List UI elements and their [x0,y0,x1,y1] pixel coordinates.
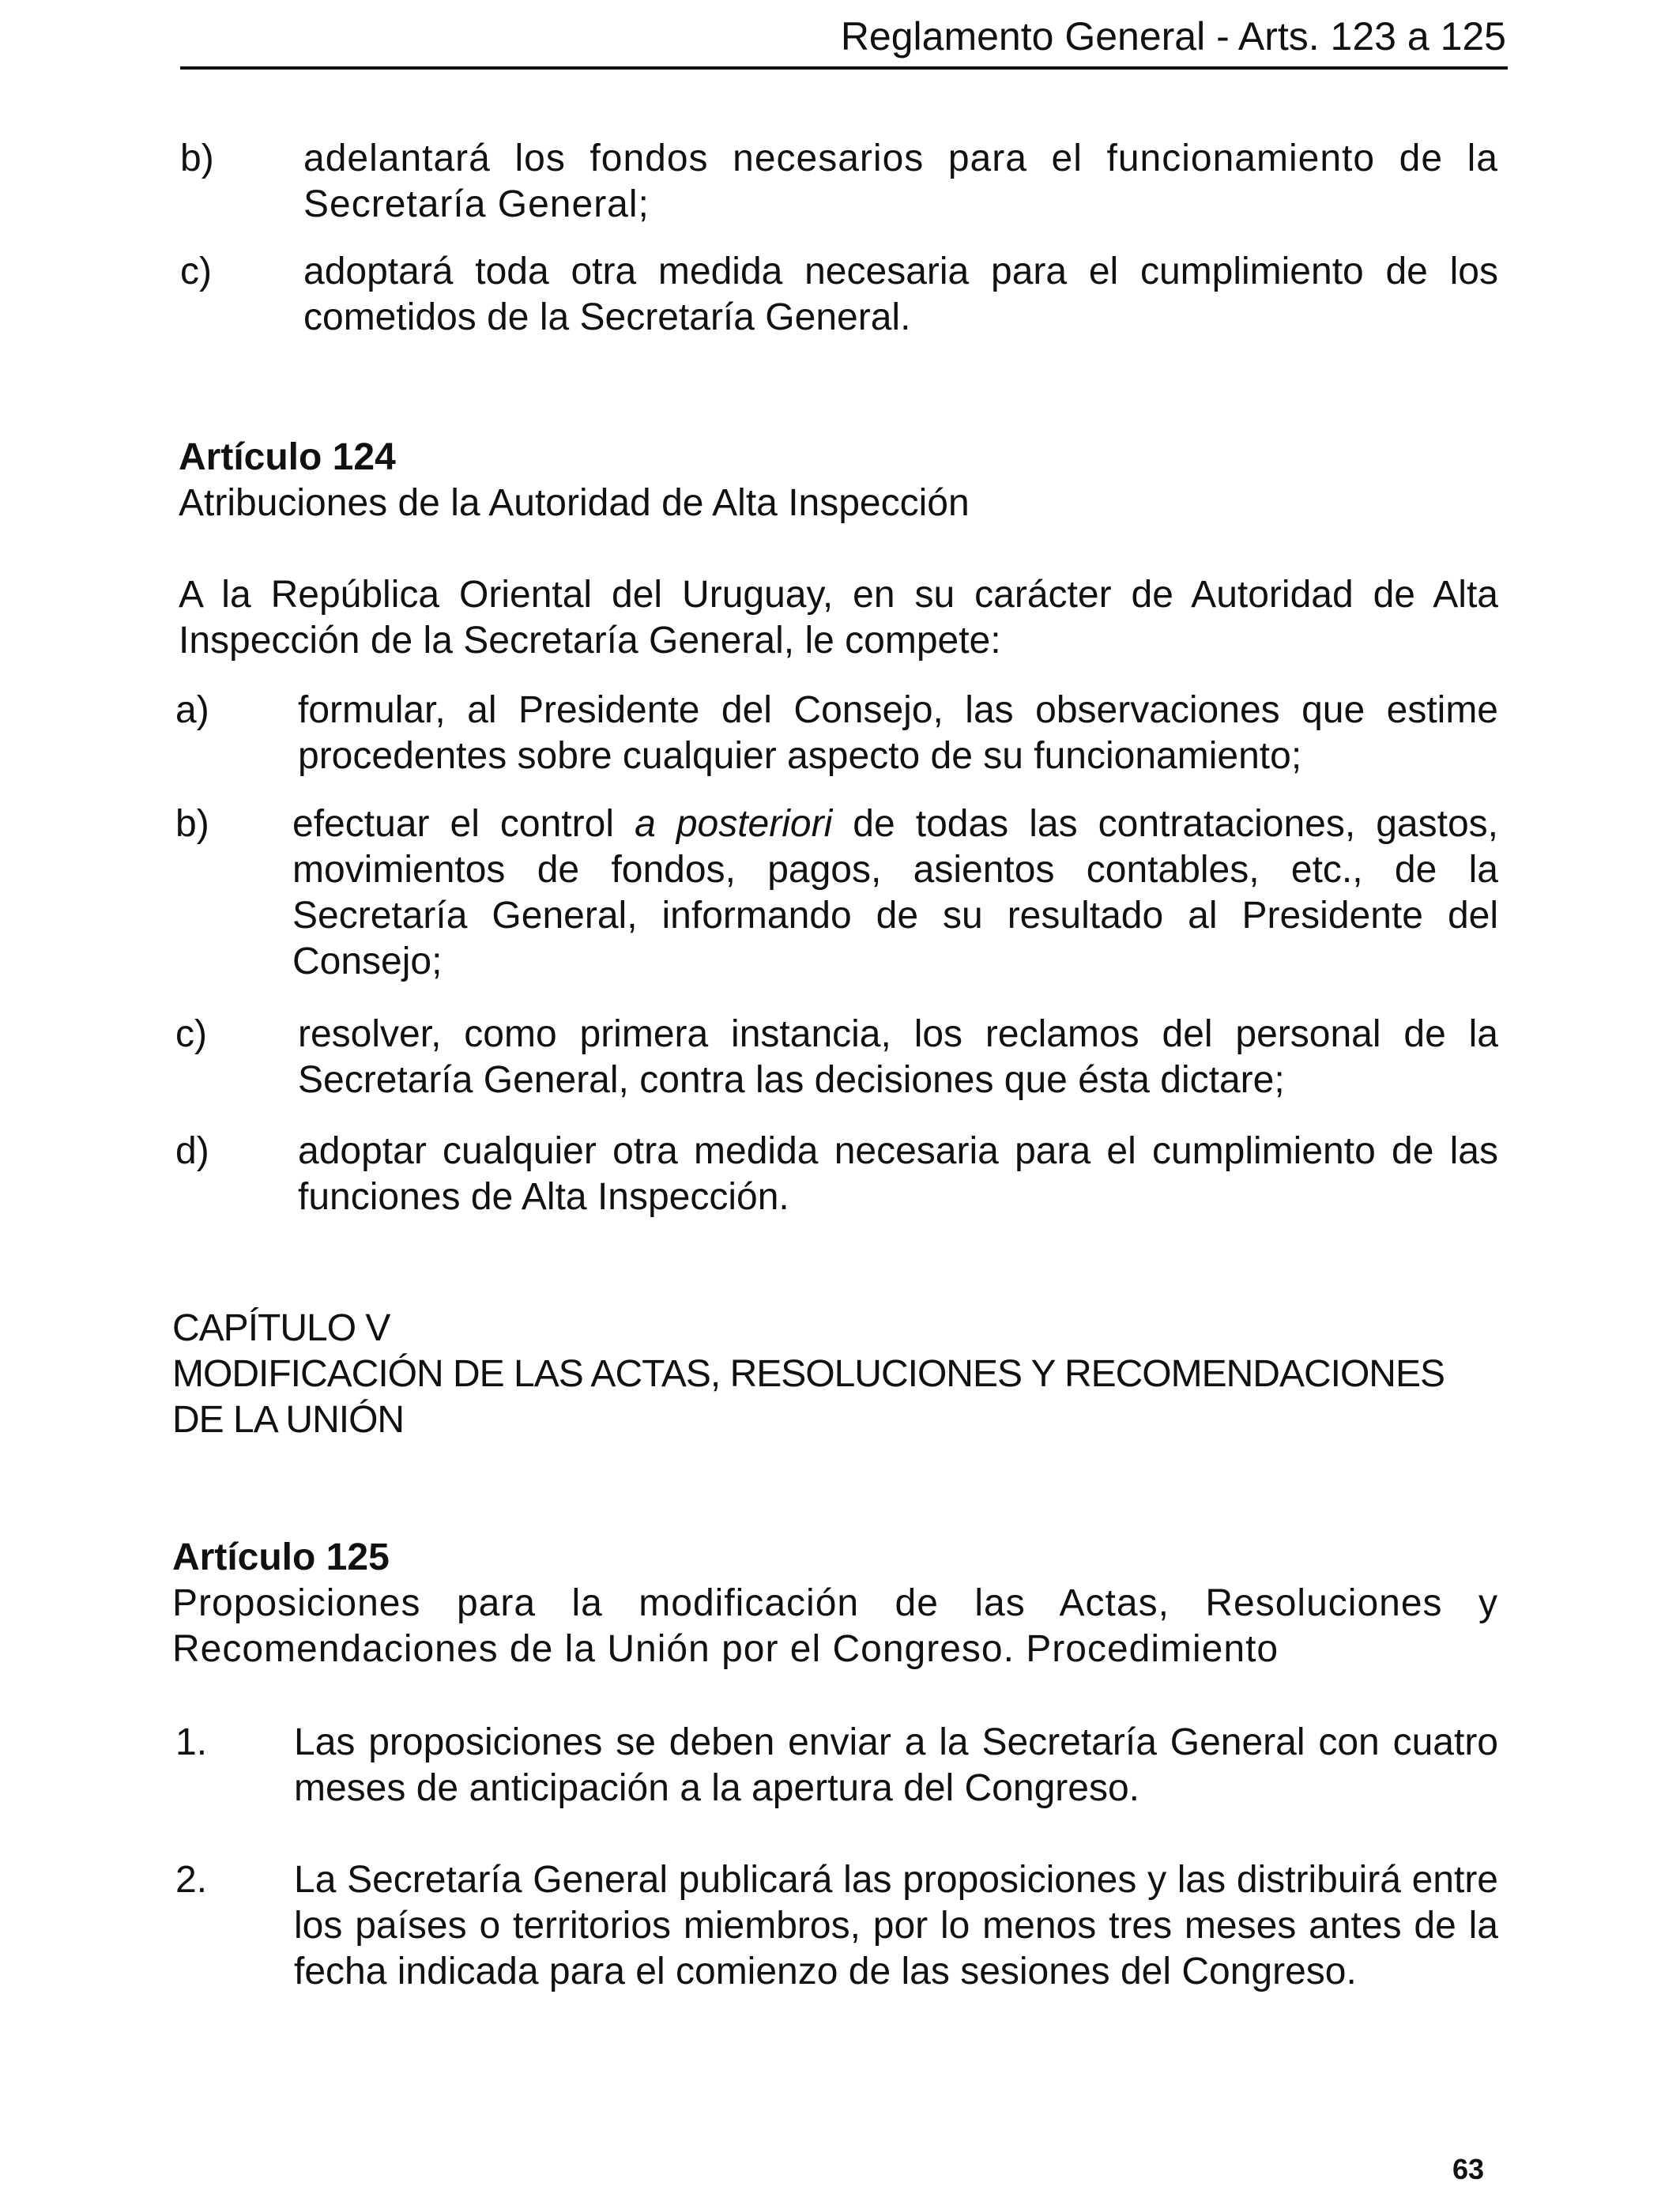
italic-phrase: a posteriori [635,803,833,845]
chapter-title-line2: DE LA UNIÓN [172,1399,405,1441]
article-heading: Artículo 124 [179,436,396,478]
list-item-label: 2. [175,1859,208,1901]
list-item-label: d) [175,1130,209,1172]
list-item-text: formular, al Presidente del Consejo, las observaciones que estime procedentes sobre cualquier aspecto de su funcionamiento; [298,689,1498,777]
list-item-text: efectuar el control a posteriori de todas las contrataciones, gastos, movimientos de fondos, pagos, asientos contables, etc., de la Secretaría General, informando de su resultado al Presidente del Consejo; [292,803,1498,982]
list-item-label: a) [175,689,209,731]
article-heading: Artículo 125 [172,1536,390,1578]
list-item-text: resolver, como primera instancia, los reclamos del personal de la Secretaría General, contra las decisiones que ésta dictare; [298,1013,1498,1101]
article-subtitle: Proposiciones para la modificación de las Actas, Resoluciones y Recomendaciones de la Unión por el Congreso. Procedimiento [172,1582,1498,1670]
list-item-text: Las proposiciones se deben enviar a la Secretaría General con cuatro meses de anticipación a la apertura del Congreso. [294,1721,1498,1809]
list-item-text: adoptará toda otra medida necesaria para el cumplimiento de los cometidos de la Secretaría General. [303,251,1498,338]
list-item-text: La Secretaría General publicará las proposiciones y las distribuirá entre los países o territorios miembros, por lo menos tres meses antes de la fecha indicada para el comienzo de las sesiones del Congreso. [294,1859,1498,1992]
list-item-label: c) [180,251,212,292]
page-header [180,11,1508,70]
list-item-text: adoptar cualquier otra medida necesaria para el cumplimiento de las funciones de Alta Inspección. [298,1130,1498,1218]
chapter-number: CAPÍTULO V [172,1307,390,1349]
list-item-text: adelantará los fondos necesarios para el funcionamiento de la Secretaría General; [303,138,1498,225]
list-item-label: b) [175,803,209,845]
article-subtitle: Atribuciones de la Autoridad de Alta Inspección [179,482,970,524]
list-item-label: 1. [175,1721,208,1763]
list-item-label: c) [175,1013,207,1055]
page-number: 63 [1452,2153,1485,2185]
chapter-title-line1: MODIFICACIÓN DE LAS ACTAS, RESOLUCIONES Y RECOMENDACIONES [172,1353,1445,1395]
running-title: Reglamento General - Arts. 123 a 125 [840,14,1506,58]
list-item-label: b) [180,138,214,179]
article-intro: A la República Oriental del Uruguay, en su carácter de Autoridad de Alta Inspección de la Secretaría General, le compete: [179,574,1498,662]
